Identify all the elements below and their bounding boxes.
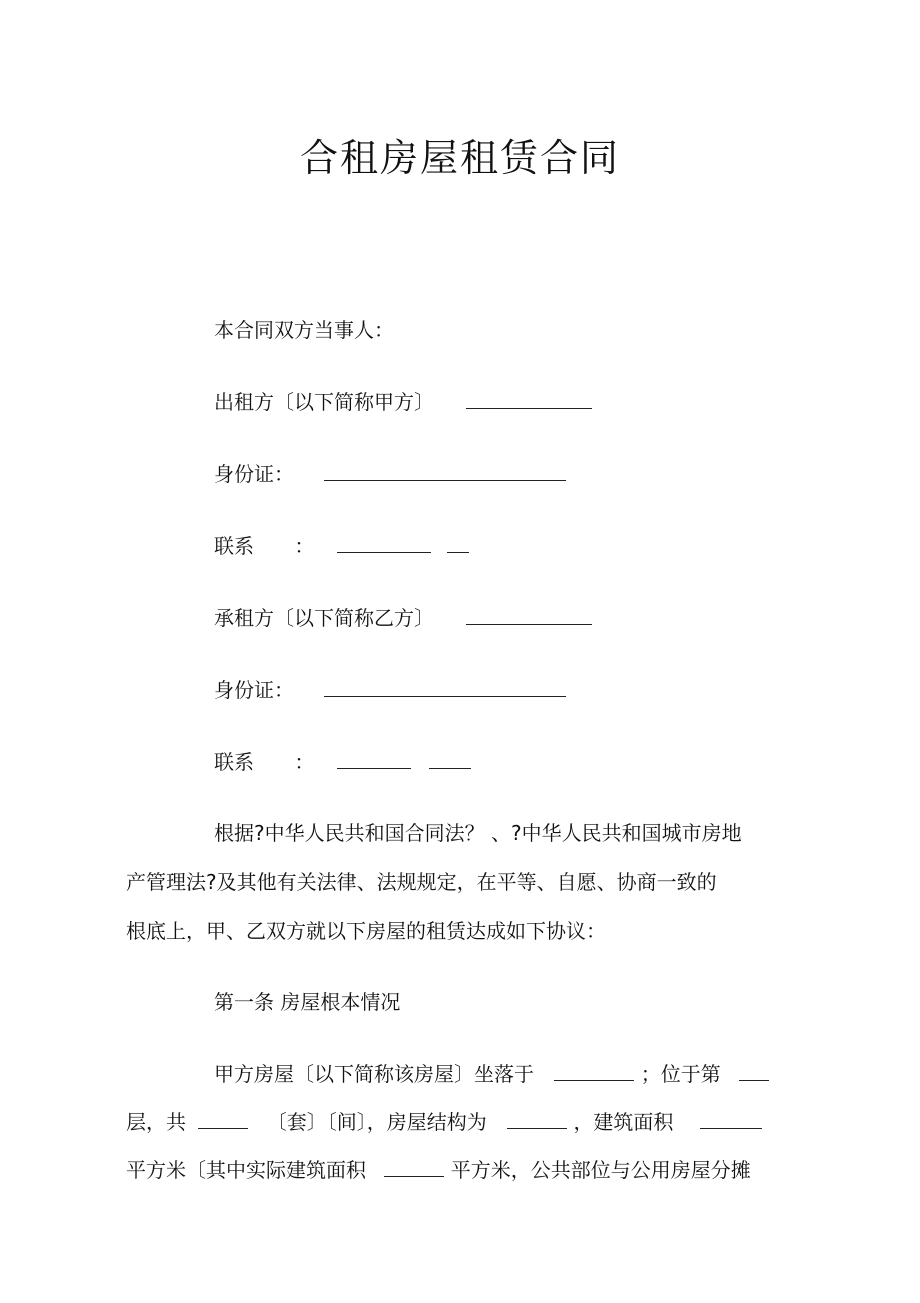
lessee-contact-label: 联系 [214,750,254,774]
lessor-contact-colon: ： [294,534,315,558]
total-floors-blank[interactable] [198,1108,248,1129]
lessee-contact-blank-1[interactable] [337,748,411,769]
lessee-name-blank[interactable] [466,604,592,625]
article1-l1-b: ；位于第 [640,1062,721,1086]
lessor-contact-row [214,532,469,560]
lessee-id-blank[interactable] [324,676,566,697]
lessee-contact-blank-2[interactable] [429,748,471,769]
preamble-line-2: 产管理法?及其他有关法律、法规规定，在平等、自愿、协商一致的 [126,870,717,894]
article1-l2-b: 〔套〕〔间〕，房屋结构为 [266,1110,487,1134]
article1-line-3 [126,1156,751,1184]
lessor-label: 出租方〔以下简称甲方〕 [214,390,434,414]
lessor-id-blank[interactable] [324,460,566,481]
parties-heading: 本合同双方当事人： [214,318,394,342]
article1-l2-c: ，建筑面积 [573,1110,674,1134]
article1-heading: 第一条 房屋根本情况 [214,990,401,1014]
lessor-id-label: 身份证： [214,462,294,486]
contract-title: 合租房屋租赁合同 [299,136,620,180]
article1-l1-a: 甲方房屋〔以下简称该房屋〕坐落于 [214,1062,534,1086]
preamble-line-1: 根据?中华人民共和国合同法？ 、?中华人民共和国城市房地 [214,821,742,845]
lessee-label: 承租方〔以下简称乙方〕 [214,606,434,630]
floor-area-blank[interactable] [700,1108,762,1129]
lessor-contact-label: 联系 [214,534,254,558]
location-blank[interactable] [554,1060,634,1081]
article1-l3-a: 平方米〔其中实际建筑面积 [126,1158,366,1182]
lessor-contact-blank-2[interactable] [447,532,469,553]
lessor-row [214,388,592,416]
preamble-line-3: 根底上，甲、乙双方就以下房屋的租赁达成如下协议： [126,919,606,943]
article1-l2-a: 层，共 [126,1110,186,1134]
lessee-id-row [214,676,566,704]
lessor-name-blank[interactable] [466,388,592,409]
lessee-contact-row [214,748,471,776]
actual-area-blank[interactable] [384,1156,444,1177]
floor-blank[interactable] [739,1060,769,1081]
lessor-contact-blank-1[interactable] [337,532,431,553]
article1-l3-b: 平方米，公共部位与公用房屋分摊 [450,1158,751,1182]
lessor-id-row [214,460,566,488]
article1-line-1 [214,1060,769,1088]
lessee-contact-colon: ： [294,750,315,774]
article1-line-2 [126,1108,762,1136]
lessee-id-label: 身份证： [214,678,294,702]
structure-blank[interactable] [507,1108,567,1129]
lessee-row [214,604,592,632]
